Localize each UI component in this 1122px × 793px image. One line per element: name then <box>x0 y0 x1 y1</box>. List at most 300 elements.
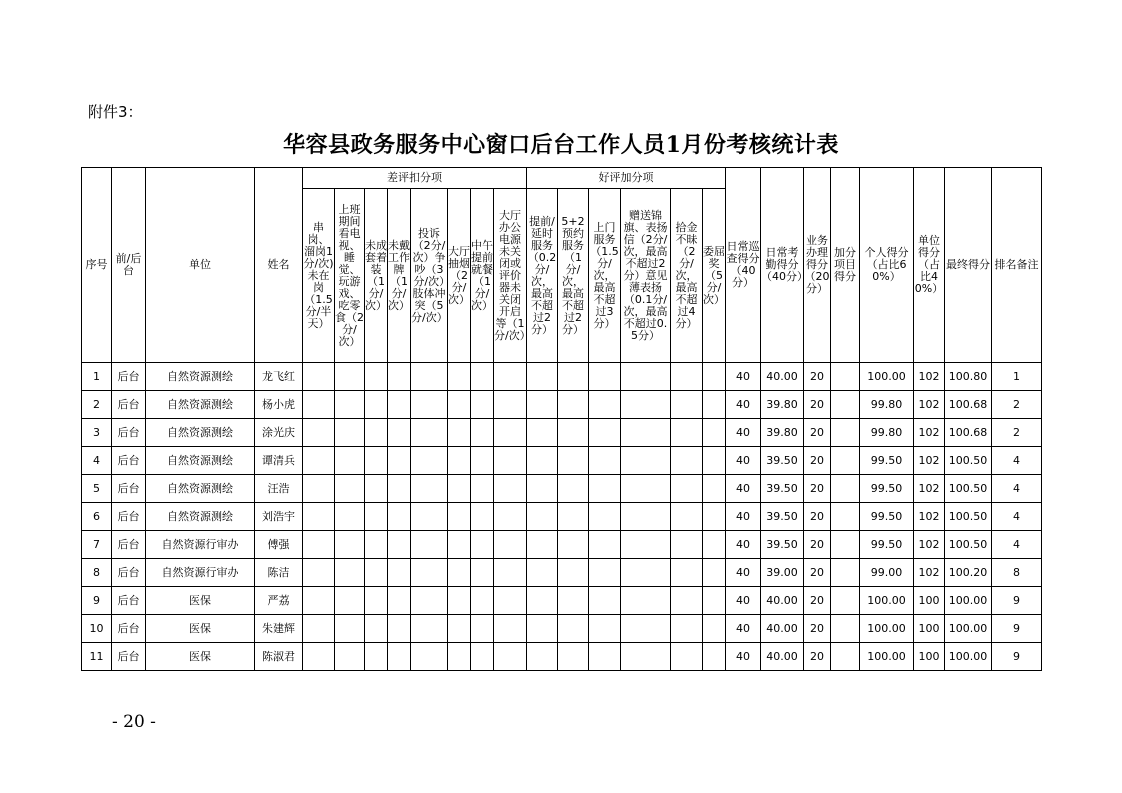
header-deduct-item: 串岗、溜岗1分/次)未在岗（1.5分/半天） <box>303 189 335 363</box>
cell-final: 100.20 <box>945 559 992 587</box>
cell-name: 涂光庆 <box>255 419 303 447</box>
cell-empty <box>365 615 388 643</box>
cell-daily-patrol: 40 <box>726 391 761 419</box>
header-business: 业务办理得分（20分） <box>804 168 831 363</box>
cell-empty <box>335 503 365 531</box>
cell-empty <box>527 475 558 503</box>
cell-empty <box>303 363 335 391</box>
cell-personal: 99.50 <box>860 447 914 475</box>
cell-empty <box>303 391 335 419</box>
cell-empty <box>671 587 703 615</box>
cell-empty <box>448 643 471 671</box>
cell-empty <box>558 391 589 419</box>
cell-empty <box>494 503 527 531</box>
cell-daily-attendance: 39.80 <box>761 419 804 447</box>
cell-empty <box>589 447 621 475</box>
header-bonus-item: 赠送锦旗、表扬信（2分/次，最高不超过2分）意见薄表扬（0.1分/次，最高不超过0.5分） <box>621 189 671 363</box>
cell-unit: 自然资源测绘 <box>146 363 255 391</box>
cell-empty <box>703 363 726 391</box>
cell-unit: 医保 <box>146 643 255 671</box>
cell-empty <box>558 559 589 587</box>
cell-empty <box>448 391 471 419</box>
cell-empty <box>527 615 558 643</box>
table-row <box>82 587 1042 615</box>
cell-front-back: 后台 <box>112 503 146 531</box>
cell-empty <box>558 615 589 643</box>
header-deduct-item: 投诉（2分/次）争吵（3分/次）肢体冲突（5分/次） <box>411 189 448 363</box>
cell-final: 100.50 <box>945 503 992 531</box>
cell-daily-patrol: 40 <box>726 615 761 643</box>
cell-seq: 1 <box>82 363 112 391</box>
cell-empty <box>448 531 471 559</box>
header-personal: 个人得分（占比60%） <box>860 168 914 363</box>
cell-empty <box>411 419 448 447</box>
cell-unit-score: 100 <box>914 615 945 643</box>
cell-final: 100.68 <box>945 419 992 447</box>
cell-empty <box>671 363 703 391</box>
cell-empty <box>365 531 388 559</box>
cell-final: 100.80 <box>945 363 992 391</box>
cell-front-back: 后台 <box>112 587 146 615</box>
table-row <box>82 447 1042 475</box>
cell-empty <box>558 419 589 447</box>
cell-personal: 99.80 <box>860 419 914 447</box>
cell-empty <box>621 475 671 503</box>
cell-bonus-score <box>831 531 860 559</box>
cell-personal: 99.50 <box>860 503 914 531</box>
cell-name: 龙飞红 <box>255 363 303 391</box>
cell-seq: 3 <box>82 419 112 447</box>
cell-empty <box>335 643 365 671</box>
cell-empty <box>621 503 671 531</box>
cell-unit: 自然资源行审办 <box>146 559 255 587</box>
cell-empty <box>335 391 365 419</box>
header-rank: 排名备注 <box>992 168 1042 363</box>
cell-daily-attendance: 39.50 <box>761 531 804 559</box>
header-bonus-item: 5+2预约服务（1分/次，最高不超过2分） <box>558 189 589 363</box>
header-bonus-item: 上门服务（1.5分/次，最高不超过3分） <box>589 189 621 363</box>
cell-empty <box>671 419 703 447</box>
attachment-label: 附件3： <box>88 103 143 121</box>
cell-empty <box>303 615 335 643</box>
table-row <box>82 503 1042 531</box>
cell-final: 100.50 <box>945 447 992 475</box>
cell-final: 100.00 <box>945 615 992 643</box>
cell-empty <box>411 503 448 531</box>
cell-empty <box>703 531 726 559</box>
cell-unit-score: 102 <box>914 391 945 419</box>
table-row <box>82 559 1042 587</box>
cell-empty <box>671 447 703 475</box>
assessment-table <box>81 167 1042 671</box>
cell-daily-patrol: 40 <box>726 587 761 615</box>
table-row <box>82 391 1042 419</box>
cell-empty <box>621 419 671 447</box>
cell-empty <box>448 503 471 531</box>
cell-front-back: 后台 <box>112 419 146 447</box>
cell-business: 20 <box>804 587 831 615</box>
cell-seq: 11 <box>82 643 112 671</box>
cell-front-back: 后台 <box>112 615 146 643</box>
cell-empty <box>589 391 621 419</box>
cell-rank: 4 <box>992 503 1042 531</box>
header-name: 姓名 <box>255 168 303 363</box>
cell-bonus-score <box>831 643 860 671</box>
cell-empty <box>303 587 335 615</box>
cell-bonus-score <box>831 391 860 419</box>
cell-bonus-score <box>831 363 860 391</box>
cell-empty <box>494 391 527 419</box>
cell-empty <box>365 475 388 503</box>
header-front-back: 前/后台 <box>112 168 146 363</box>
cell-empty <box>448 419 471 447</box>
cell-name: 严荔 <box>255 587 303 615</box>
cell-empty <box>471 615 494 643</box>
cell-final: 100.50 <box>945 531 992 559</box>
cell-empty <box>494 559 527 587</box>
cell-empty <box>335 363 365 391</box>
cell-unit-score: 102 <box>914 503 945 531</box>
cell-empty <box>703 503 726 531</box>
cell-empty <box>388 447 411 475</box>
cell-empty <box>621 559 671 587</box>
header-deduct-item: 未成套着装（1分/次） <box>365 189 388 363</box>
cell-empty <box>589 559 621 587</box>
cell-empty <box>471 363 494 391</box>
cell-unit: 自然资源行审办 <box>146 531 255 559</box>
cell-empty <box>365 363 388 391</box>
cell-seq: 5 <box>82 475 112 503</box>
cell-empty <box>388 587 411 615</box>
cell-name: 陈洁 <box>255 559 303 587</box>
cell-empty <box>448 363 471 391</box>
cell-business: 20 <box>804 419 831 447</box>
cell-name: 陈淑君 <box>255 643 303 671</box>
cell-seq: 7 <box>82 531 112 559</box>
cell-rank: 9 <box>992 587 1042 615</box>
header-deduct-group: 差评扣分项 <box>303 168 527 189</box>
cell-daily-attendance: 39.80 <box>761 391 804 419</box>
cell-name: 汪浩 <box>255 475 303 503</box>
cell-empty <box>558 447 589 475</box>
cell-empty <box>703 419 726 447</box>
header-deduct-item: 上班期间看电视、睡觉、玩游戏、吃零食（2分/次） <box>335 189 365 363</box>
cell-empty <box>335 587 365 615</box>
cell-empty <box>335 419 365 447</box>
cell-empty <box>388 643 411 671</box>
cell-personal: 99.80 <box>860 391 914 419</box>
cell-empty <box>558 531 589 559</box>
cell-empty <box>365 559 388 587</box>
cell-business: 20 <box>804 559 831 587</box>
cell-empty <box>411 587 448 615</box>
header-seq: 序号 <box>82 168 112 363</box>
cell-empty <box>703 447 726 475</box>
table-row <box>82 363 1042 391</box>
cell-empty <box>411 391 448 419</box>
cell-empty <box>471 559 494 587</box>
cell-empty <box>411 447 448 475</box>
cell-empty <box>589 615 621 643</box>
cell-daily-patrol: 40 <box>726 419 761 447</box>
cell-rank: 9 <box>992 643 1042 671</box>
cell-front-back: 后台 <box>112 475 146 503</box>
cell-empty <box>558 363 589 391</box>
cell-rank: 2 <box>992 419 1042 447</box>
cell-front-back: 后台 <box>112 559 146 587</box>
cell-empty <box>527 643 558 671</box>
cell-empty <box>471 643 494 671</box>
cell-empty <box>589 503 621 531</box>
cell-empty <box>335 559 365 587</box>
cell-empty <box>388 475 411 503</box>
cell-seq: 4 <box>82 447 112 475</box>
cell-empty <box>527 559 558 587</box>
cell-empty <box>671 559 703 587</box>
cell-personal: 100.00 <box>860 643 914 671</box>
cell-final: 100.50 <box>945 475 992 503</box>
cell-empty <box>671 503 703 531</box>
cell-personal: 99.50 <box>860 531 914 559</box>
cell-daily-attendance: 39.50 <box>761 503 804 531</box>
cell-empty <box>335 475 365 503</box>
cell-empty <box>621 587 671 615</box>
table-row <box>82 531 1042 559</box>
cell-empty <box>494 643 527 671</box>
cell-empty <box>365 587 388 615</box>
cell-empty <box>494 587 527 615</box>
cell-empty <box>388 531 411 559</box>
cell-daily-patrol: 40 <box>726 363 761 391</box>
cell-empty <box>471 419 494 447</box>
cell-empty <box>558 503 589 531</box>
cell-empty <box>589 587 621 615</box>
cell-empty <box>303 643 335 671</box>
cell-empty <box>411 531 448 559</box>
cell-daily-patrol: 40 <box>726 643 761 671</box>
cell-front-back: 后台 <box>112 391 146 419</box>
cell-empty <box>589 643 621 671</box>
cell-empty <box>335 447 365 475</box>
header-unit-score: 单位得分（占比40%） <box>914 168 945 363</box>
cell-empty <box>365 643 388 671</box>
cell-empty <box>335 531 365 559</box>
cell-empty <box>527 447 558 475</box>
cell-empty <box>621 447 671 475</box>
cell-empty <box>365 391 388 419</box>
cell-seq: 8 <box>82 559 112 587</box>
cell-business: 20 <box>804 643 831 671</box>
cell-empty <box>527 391 558 419</box>
cell-empty <box>448 447 471 475</box>
cell-empty <box>494 615 527 643</box>
cell-empty <box>703 391 726 419</box>
cell-rank: 2 <box>992 391 1042 419</box>
cell-unit-score: 100 <box>914 587 945 615</box>
cell-unit: 自然资源测绘 <box>146 475 255 503</box>
header-deduct-item: 大厅办公电源未关闭或评价器未关闭开启等（1分/次） <box>494 189 527 363</box>
header-bonus-score: 加分项目得分 <box>831 168 860 363</box>
cell-rank: 9 <box>992 615 1042 643</box>
cell-empty <box>527 503 558 531</box>
cell-empty <box>448 475 471 503</box>
cell-personal: 100.00 <box>860 615 914 643</box>
cell-business: 20 <box>804 503 831 531</box>
cell-empty <box>589 363 621 391</box>
cell-empty <box>527 363 558 391</box>
header-deduct-item: 大厅抽烟（2分/次） <box>448 189 471 363</box>
cell-empty <box>471 503 494 531</box>
cell-daily-patrol: 40 <box>726 503 761 531</box>
header-bonus-item: 提前/延时服务（0.2分/次，最高不超过2分） <box>527 189 558 363</box>
cell-empty <box>703 559 726 587</box>
cell-unit-score: 102 <box>914 475 945 503</box>
cell-daily-attendance: 40.00 <box>761 643 804 671</box>
cell-seq: 2 <box>82 391 112 419</box>
header-daily-patrol: 日常巡查得分（40分） <box>726 168 761 363</box>
cell-daily-patrol: 40 <box>726 447 761 475</box>
cell-empty <box>671 615 703 643</box>
cell-empty <box>494 363 527 391</box>
cell-final: 100.68 <box>945 391 992 419</box>
cell-empty <box>303 503 335 531</box>
cell-empty <box>494 531 527 559</box>
cell-empty <box>471 447 494 475</box>
cell-business: 20 <box>804 363 831 391</box>
cell-business: 20 <box>804 531 831 559</box>
cell-empty <box>527 419 558 447</box>
cell-empty <box>411 643 448 671</box>
cell-unit: 自然资源测绘 <box>146 419 255 447</box>
cell-rank: 1 <box>992 363 1042 391</box>
cell-name: 谭清兵 <box>255 447 303 475</box>
cell-seq: 10 <box>82 615 112 643</box>
cell-unit: 医保 <box>146 615 255 643</box>
cell-empty <box>558 587 589 615</box>
cell-unit-score: 102 <box>914 363 945 391</box>
cell-empty <box>365 503 388 531</box>
cell-empty <box>471 391 494 419</box>
cell-personal: 99.00 <box>860 559 914 587</box>
cell-bonus-score <box>831 587 860 615</box>
cell-empty <box>388 503 411 531</box>
cell-empty <box>671 531 703 559</box>
cell-empty <box>388 391 411 419</box>
cell-daily-patrol: 40 <box>726 531 761 559</box>
cell-unit-score: 102 <box>914 559 945 587</box>
table-row <box>82 419 1042 447</box>
cell-empty <box>621 531 671 559</box>
cell-empty <box>671 475 703 503</box>
cell-daily-patrol: 40 <box>726 475 761 503</box>
cell-front-back: 后台 <box>112 447 146 475</box>
header-daily-attendance: 日常考勤得分（40分） <box>761 168 804 363</box>
cell-name: 傅强 <box>255 531 303 559</box>
cell-bonus-score <box>831 503 860 531</box>
cell-name: 杨小虎 <box>255 391 303 419</box>
cell-unit-score: 100 <box>914 643 945 671</box>
cell-empty <box>527 531 558 559</box>
cell-name: 朱建辉 <box>255 615 303 643</box>
cell-empty <box>411 615 448 643</box>
cell-empty <box>471 475 494 503</box>
cell-personal: 100.00 <box>860 587 914 615</box>
table-row <box>82 475 1042 503</box>
cell-unit: 医保 <box>146 587 255 615</box>
cell-personal: 99.50 <box>860 475 914 503</box>
table-row <box>82 643 1042 671</box>
cell-empty <box>494 475 527 503</box>
cell-bonus-score <box>831 447 860 475</box>
cell-empty <box>703 643 726 671</box>
cell-empty <box>671 391 703 419</box>
cell-empty <box>589 531 621 559</box>
cell-empty <box>589 475 621 503</box>
cell-rank: 4 <box>992 447 1042 475</box>
cell-empty <box>335 615 365 643</box>
cell-empty <box>703 475 726 503</box>
cell-empty <box>303 419 335 447</box>
cell-empty <box>494 419 527 447</box>
cell-final: 100.00 <box>945 587 992 615</box>
cell-empty <box>494 447 527 475</box>
cell-business: 20 <box>804 475 831 503</box>
cell-bonus-score <box>831 419 860 447</box>
header-deduct-item: 未戴工作牌（1分/次） <box>388 189 411 363</box>
cell-empty <box>621 363 671 391</box>
cell-unit: 自然资源测绘 <box>146 503 255 531</box>
cell-rank: 4 <box>992 531 1042 559</box>
cell-empty <box>448 559 471 587</box>
cell-empty <box>411 363 448 391</box>
cell-empty <box>365 447 388 475</box>
cell-empty <box>388 419 411 447</box>
cell-empty <box>621 643 671 671</box>
cell-empty <box>303 475 335 503</box>
table-row <box>82 615 1042 643</box>
cell-bonus-score <box>831 615 860 643</box>
cell-bonus-score <box>831 475 860 503</box>
cell-seq: 6 <box>82 503 112 531</box>
cell-daily-attendance: 40.00 <box>761 363 804 391</box>
cell-daily-attendance: 40.00 <box>761 587 804 615</box>
header-bonus-group: 好评加分项 <box>527 168 726 189</box>
cell-empty <box>448 587 471 615</box>
cell-unit-score: 102 <box>914 531 945 559</box>
cell-rank: 4 <box>992 475 1042 503</box>
cell-empty <box>558 475 589 503</box>
cell-empty <box>365 419 388 447</box>
cell-business: 20 <box>804 615 831 643</box>
cell-empty <box>303 531 335 559</box>
cell-empty <box>411 559 448 587</box>
cell-unit: 自然资源测绘 <box>146 391 255 419</box>
cell-front-back: 后台 <box>112 643 146 671</box>
cell-business: 20 <box>804 391 831 419</box>
header-final: 最终得分 <box>945 168 992 363</box>
cell-empty <box>621 391 671 419</box>
page-number: - 20 - <box>112 712 156 732</box>
cell-empty <box>448 615 471 643</box>
page-title: 华容县政务服务中心窗口后台工作人员1月份考核统计表 <box>283 132 839 158</box>
cell-empty <box>703 615 726 643</box>
cell-unit-score: 102 <box>914 447 945 475</box>
cell-empty <box>589 419 621 447</box>
cell-daily-attendance: 39.50 <box>761 447 804 475</box>
cell-front-back: 后台 <box>112 531 146 559</box>
cell-final: 100.00 <box>945 643 992 671</box>
cell-empty <box>388 559 411 587</box>
